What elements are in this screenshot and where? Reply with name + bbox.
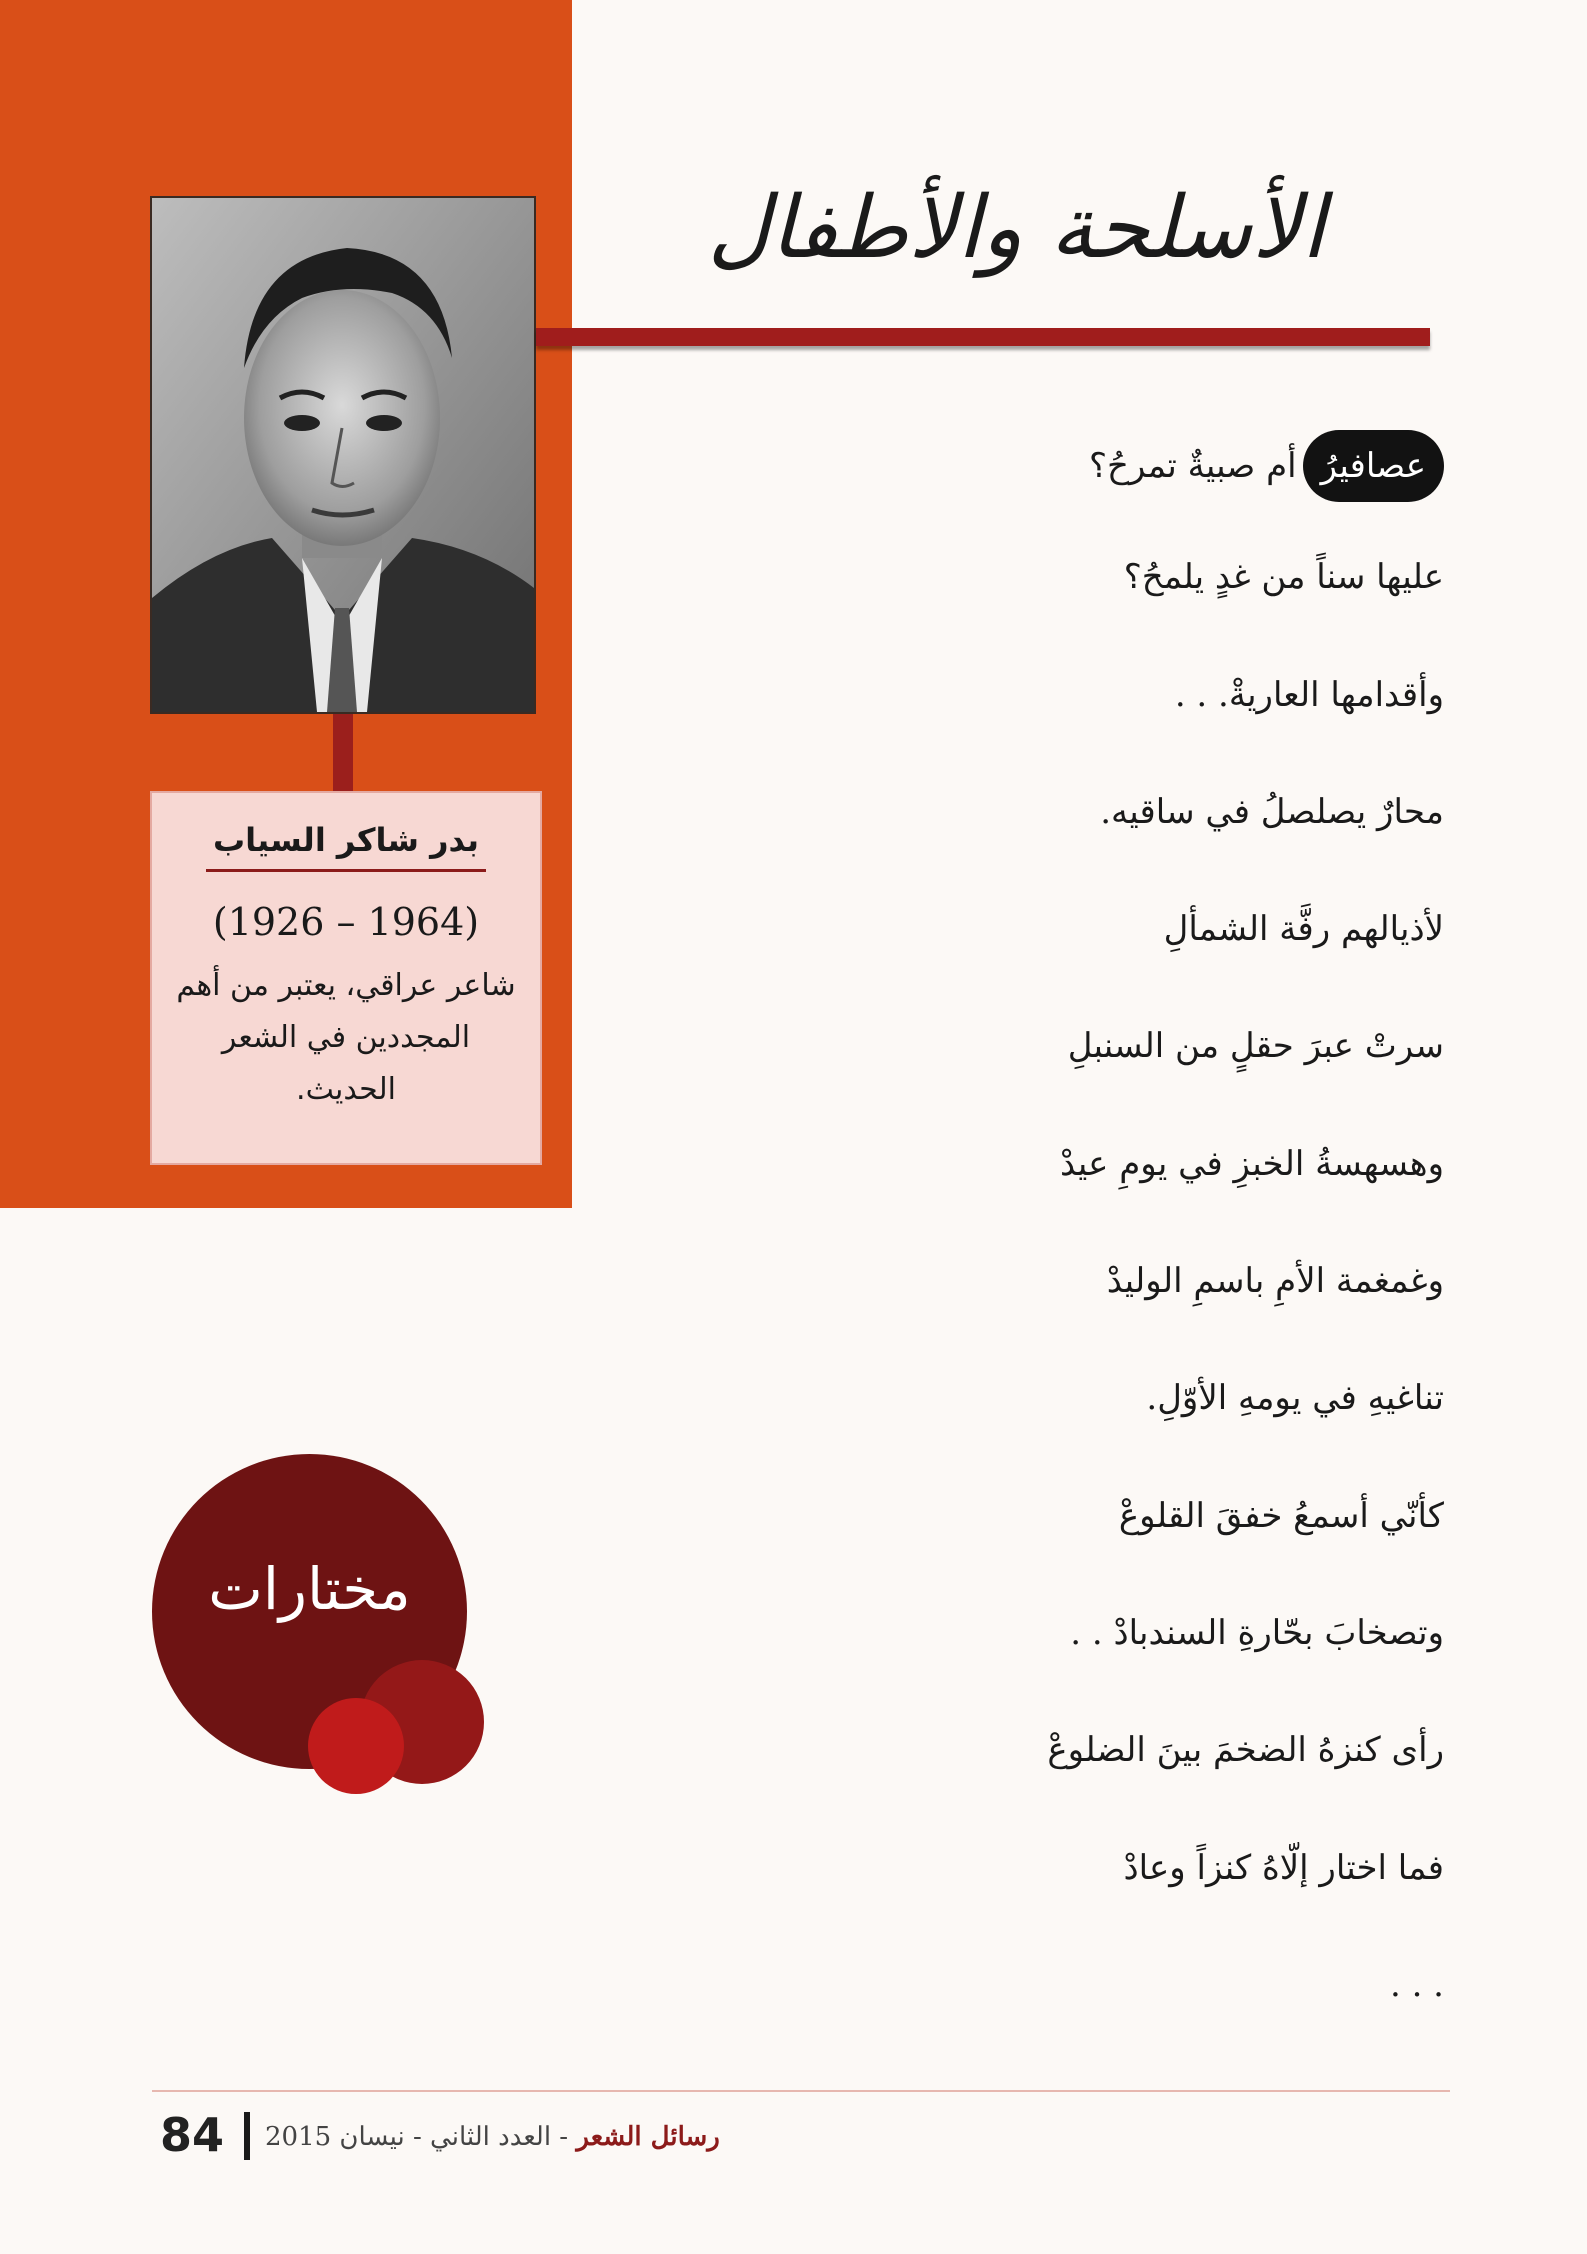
selections-badge-label: مختارات (208, 1555, 411, 1623)
poem-line: كأنّي أسمعُ خفقَ القلوعْ (1118, 1495, 1444, 1536)
poem-line: عليها سناً من غدٍ يلمحُ؟ (1123, 557, 1444, 598)
poem-line: وهسهسةُ الخبزِ في يومِ عيدْ (1060, 1143, 1444, 1184)
footer-divider (152, 2090, 1450, 2092)
poem-line: فما اختار إلّاهُ كنزاً وعادْ (1123, 1847, 1444, 1888)
page-title: الأسلحة والأطفال (707, 178, 1325, 278)
poet-portrait-image (152, 198, 534, 712)
poem-line-1-rest: أم صبيةٌ تمرحُ؟ (1088, 446, 1297, 486)
footer-magazine-name: رسائل الشعر (576, 2122, 720, 2152)
poem-line-1 (744, 430, 1444, 547)
poet-photo (150, 196, 536, 714)
poet-dates: (1926 – 1964) (212, 900, 480, 944)
poem-line: سرتْ عبرَ حقلٍ من السنبلِ (1067, 1026, 1444, 1067)
poem-highlight-word: عصافيرُ (1303, 430, 1444, 502)
poet-bio-box (150, 791, 542, 1165)
poet-name: بدر شاكر السياب (206, 821, 486, 872)
photo-connector (333, 714, 353, 794)
decorative-circle-small (308, 1698, 404, 1794)
poem-line: محارٌ يصلصلُ في ساقيه. (1100, 791, 1444, 832)
poem-body (744, 430, 1444, 2072)
page-number: 84 (160, 2108, 225, 2162)
footer-issue-info (265, 2122, 720, 2152)
poem-line: وأقدامها العاريةْ. . . (1174, 674, 1444, 715)
poem-ellipsis: . . . (1389, 1964, 1444, 2005)
poem-line: وغمغمة الأمِ باسمِ الوليدْ (1106, 1261, 1444, 1302)
poem-line: تناغيهِ في يومهِ الأوّلِ. (1146, 1378, 1444, 1419)
poem-line: وتصخابَ بحّارةِ السندبادْ . . (1070, 1612, 1444, 1653)
title-underline-bar (536, 328, 1430, 346)
footer-separator (244, 2112, 250, 2160)
poem-line: لأذيالهم رفَّة الشمألِ (1163, 909, 1444, 950)
poet-description: شاعر عراقي، يعتبر من أهم المجددين في الشعر الحديث. (176, 968, 516, 1107)
poem-line: رأى كنزهُ الضخمَ بينَ الضلوعْ (1047, 1730, 1444, 1771)
footer-issue: - العدد الثاني - نيسان 2015 (265, 2122, 577, 2152)
